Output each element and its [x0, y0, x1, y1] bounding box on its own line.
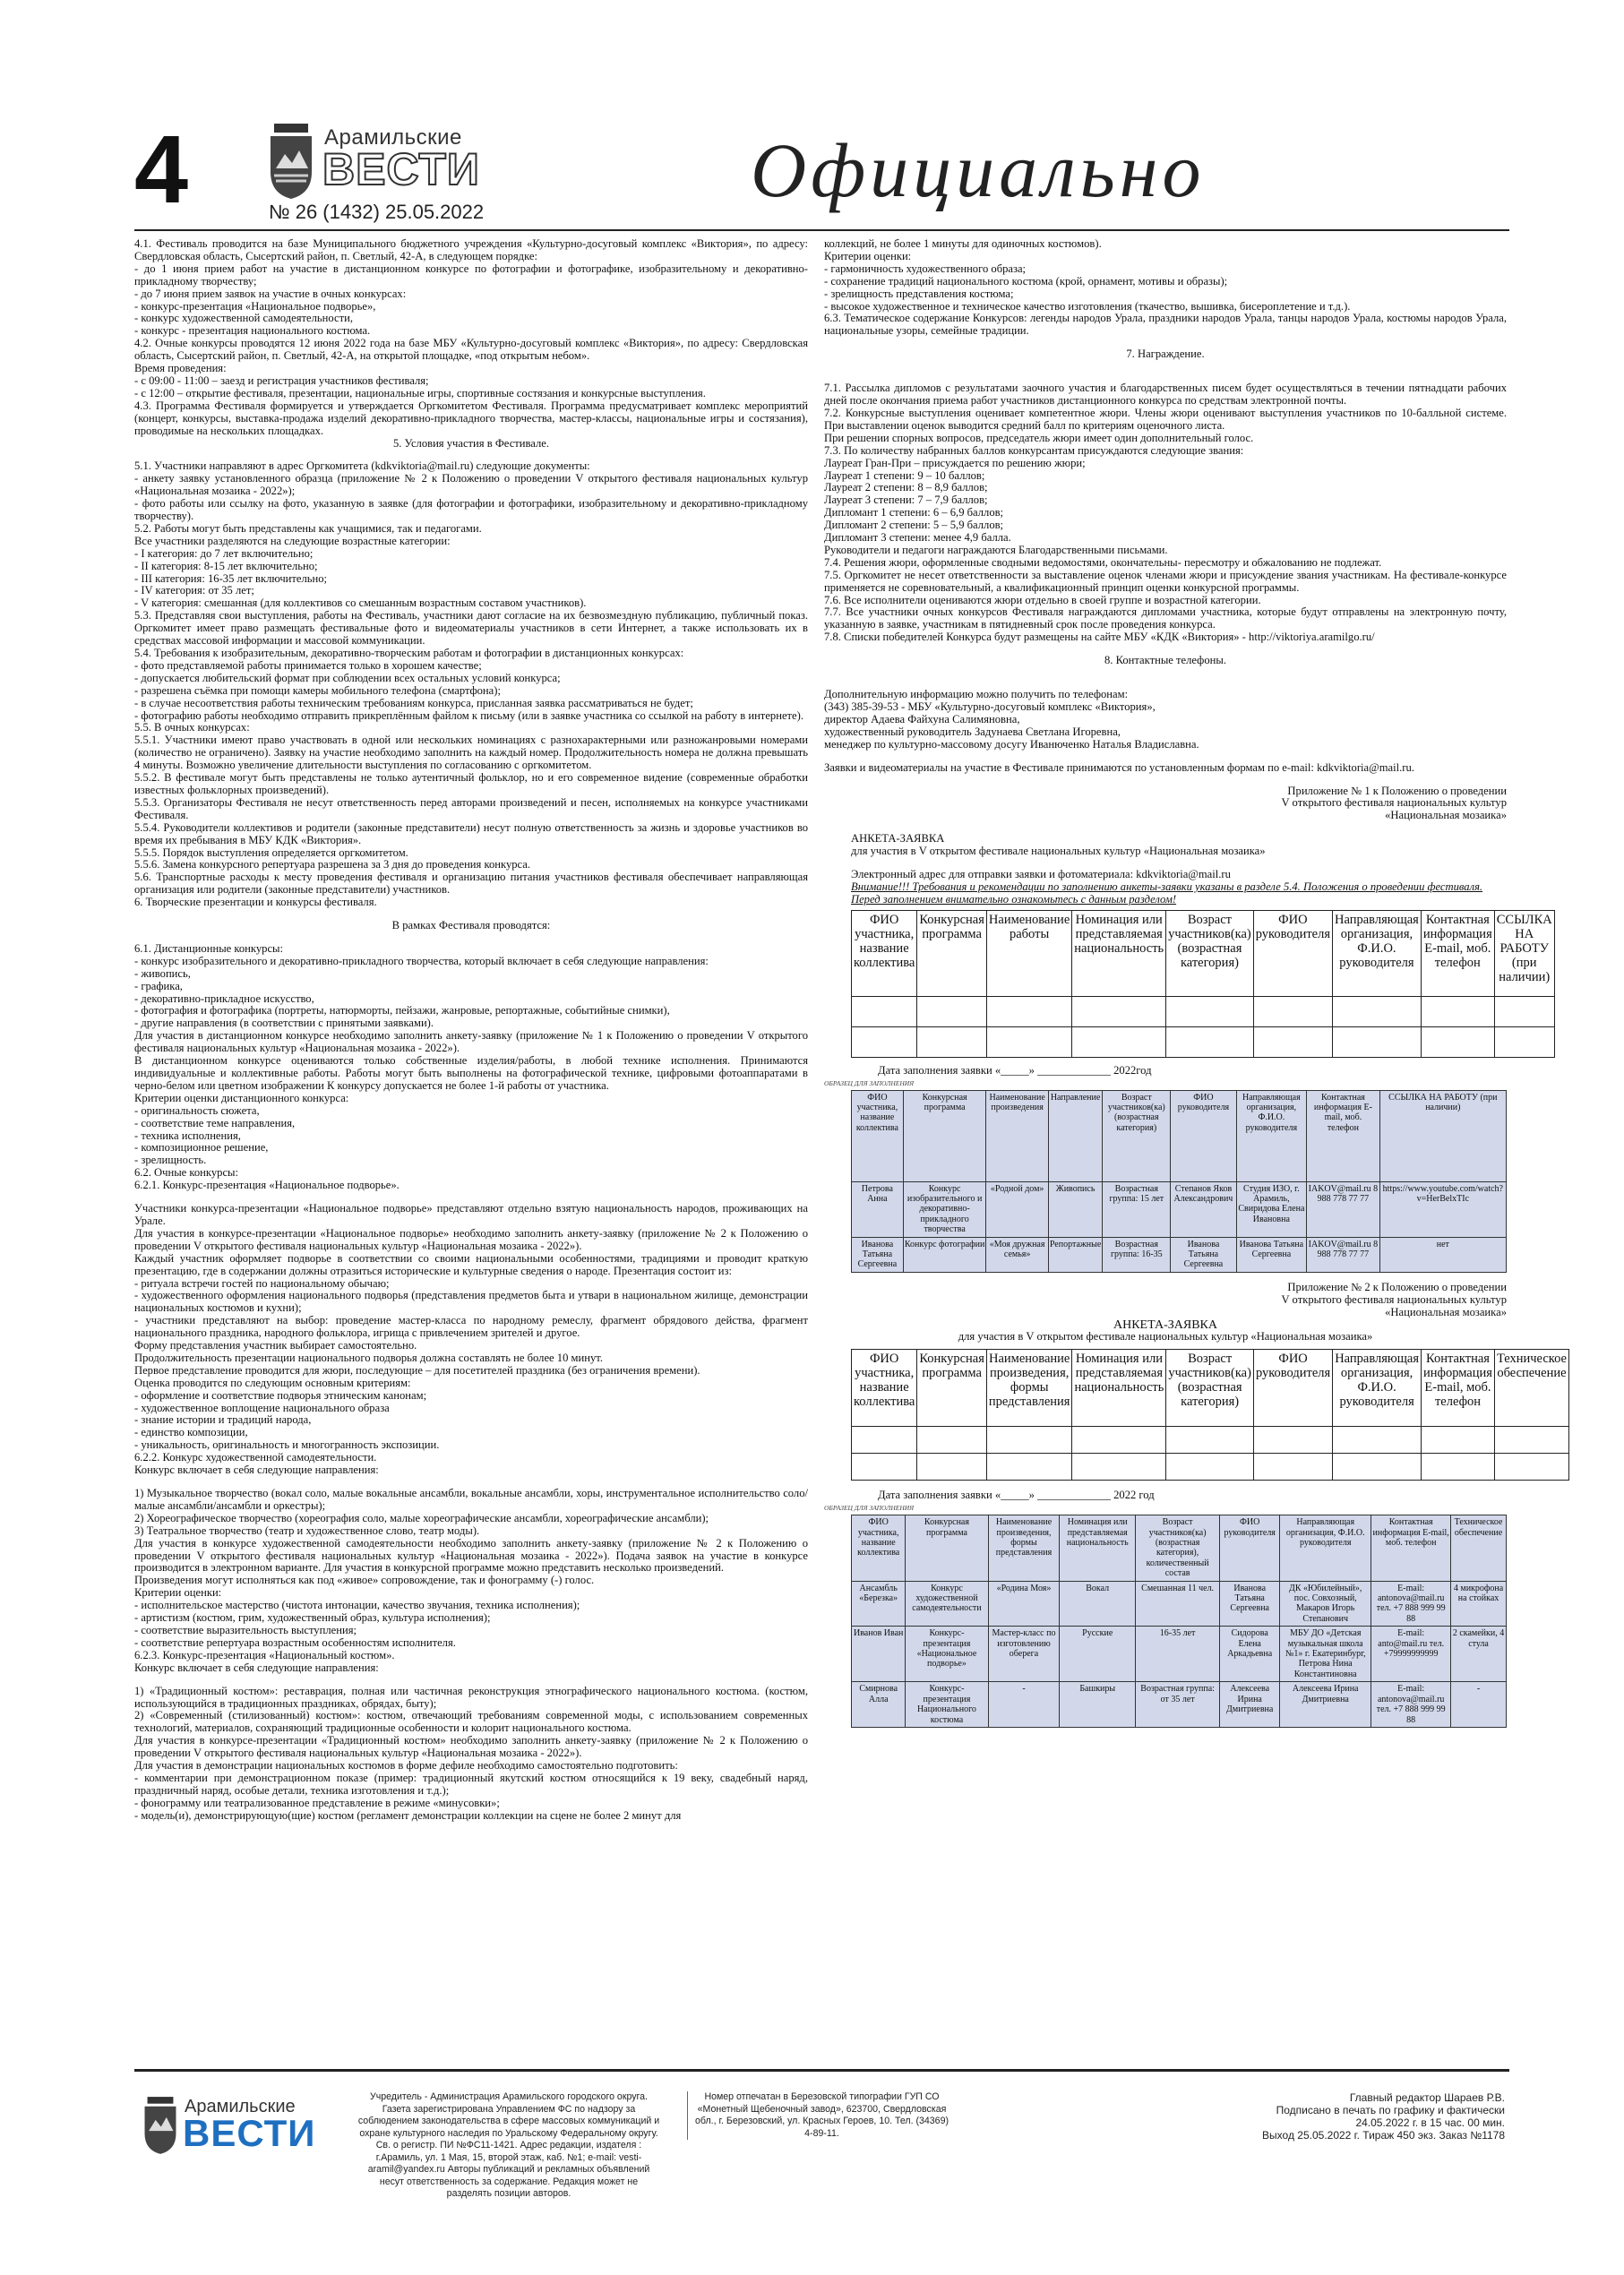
paragraph: - конкурс-презентация «Национальное подворье», [134, 299, 376, 313]
table-header: ФИО участника, название коллектива [852, 910, 917, 996]
sample-table-1 [851, 1090, 1507, 1273]
table-cell: Репортажные [1048, 1237, 1102, 1272]
paragraph: художественный руководитель Задунаева Светлана Игоревна, [824, 725, 1121, 738]
paragraph: - техника исполнения, [134, 1129, 241, 1142]
section-heading: 7. Награждение. [1126, 348, 1205, 361]
paragraph: - соответствие теме направления, [134, 1116, 296, 1129]
table-header: Контактная информация E-mail, моб. телефон [1422, 1350, 1495, 1427]
footer [134, 2069, 1509, 2199]
paragraph: 7.5. Оргкомитет не несет ответственности за выставление оценок членами жюри и присуждение звания участникам. На фестивале-конкурсе применяется не соревновательный, а квалификационный принцип оценки конкурсной программы. [824, 568, 1507, 594]
paragraph: 6.3. Тематическое содержание Конкурсов: легенды народов Урала, праздники народов Урала, танцы народов Урала, костюмы народов Урала, национальные узоры, семейные традиции. [824, 312, 1507, 338]
table-header: Конкурсная программа [917, 910, 987, 996]
paragraph: - модель(и), демонстрирующую(щие) костюм (регламент демонстрации коллекции на сцене не более 2 минут для [134, 1808, 682, 1822]
coat-of-arms-icon [269, 124, 314, 199]
table-header: Направляющая организация, Ф.И.О. руководителя [1236, 1090, 1307, 1181]
paragraph: - художественное воплощение национального образа [134, 1401, 390, 1414]
table-cell: E-mail: antonova@mail.ru тел. +7 888 999 99 88 [1371, 1682, 1451, 1728]
paragraph: Первое представление проводится для жюри, последующие – для посетителей праздника (без ограничения времени). [134, 1363, 700, 1377]
section-heading: 8. Контактные телефоны. [1104, 654, 1226, 667]
paragraph: Для участия в конкурсе-презентации «Национальное подворье» необходимо заполнить анкету-заявку (приложение № 2 к Положению о проведении V открытого фестиваля национальных культур «Национальная мозаика - 2022»). [134, 1226, 808, 1252]
table-cell: ДК «Юбилейный», пос. Совхозный, Макаров Игорь Степанович [1280, 1581, 1371, 1627]
paragraph: - комментарии при демонстрационном показе (пример: традиционный якутский костюм относящийся к 19 веку, свадебный наряд, праздничный наряд, особые детали, техника изготовления и т.д.); [134, 1771, 808, 1797]
table-header: Направление [1048, 1090, 1102, 1181]
appendix-note: Приложение № 2 к Положению о проведении [1287, 1280, 1507, 1293]
editor-line: Главный редактор Шараев Р.В. [1349, 2091, 1505, 2104]
paragraph: Форму представления участник выбирает самостоятельно. [134, 1339, 417, 1352]
paragraph: Руководители и педагоги награждаются Благодарственными письмами. [824, 543, 1168, 556]
paragraph: - единство композиции, [134, 1426, 248, 1439]
table-cell: Конкурс изобразительного и декоративно-прикладного творчества [903, 1181, 986, 1237]
paragraph: - участники представляют на выбор: проведение мастер-класса по народному ремеслу, фрагмент обрядового действа, фрагмент национального праздника, народного фольклора, игрища с привлечением зрителей и другое. [134, 1314, 808, 1340]
paragraph: 5.5.6. Замена конкурсного репертуара разрешена за 3 дня до проведения конкурса. [134, 858, 531, 871]
paragraph: 5.3. Представляя свои выступления, работы на Фестиваль, участники дают согласие на их безвозмездную публикацию, публичный показ. Оргкомитет имеет право размещать фестивальные фото и видеоматериалы участников в сети Интернет, а также использовать их в средствах массовой информации и массовой коммуникации. [134, 609, 808, 648]
paragraph: Лауреат 3 степени: 7 – 7,9 баллов; [824, 494, 988, 507]
table-cell: 2 скамейки, 4 стула [1451, 1627, 1507, 1682]
paragraph: - разрешена съёмка при помощи камеры мобильного телефона (смартфона); [134, 683, 501, 697]
publisher-info: Учредитель - Администрация Арамильского городского округа. Газета зарегистрирована Управлением ФС по надзору за соблюдением законодательства в сфере массовых коммуникаций и охране культурного наследия по Уральскому Федеральному округу. Св. о регистр. ПИ №ФС11-1421. Адрес редакции, издателя : г.Арамиль, ул. 1 Мая, 15, второй этаж, каб. №1; e-mail: vesti-aramil@yandex.ru Авторы публикаций и рекламных объявлений несут ответственность за содержание. Редакция может не разделять позиции авторов. [357, 2091, 660, 2199]
paragraph: 4.1. Фестиваль проводится на базе Муниципального бюджетного учреждения «Культурно-досуговый комплекс «Виктория», по адресу: Свердловская область, Сысертский район, п. Светлый, 42-А, в следующем порядке: [134, 237, 808, 262]
table-cell: Иванова Татьяна Сергеевна [1171, 1237, 1236, 1272]
date-line-2: Дата заполнения заявки «_____» _____________ 2022 год [878, 1489, 1155, 1502]
paragraph: Дипломант 2 степени: 5 – 5,9 баллов; [824, 519, 1004, 532]
table-header: ФИО участника, название коллектива [852, 1090, 904, 1181]
footer-logo-top: Арамильские [185, 2097, 296, 2116]
table-cell: 16-35 лет [1135, 1627, 1219, 1682]
appendix-note: V открытого фестиваля национальных культур [1281, 1292, 1507, 1306]
table-cell: 4 микрофона на стойках [1451, 1581, 1507, 1627]
paragraph: коллекций, не более 1 минуты для одиночных костюмов). [824, 237, 1102, 250]
paragraph: Для участия в конкурсе художественной самодеятельности необходимо заполнить анкету-заявку (приложение № 2 к Положению о проведении V открытого фестиваля национальных культур «Национальная мозаика - 2022»). Подача заявок на участие в конкурсе производится в электронном варианте. Для участия в конкурсной программе можно представить несколько произведений. [134, 1536, 808, 1575]
table-cell: Петрова Анна [852, 1181, 904, 1237]
table-cell: Живопись [1048, 1181, 1102, 1237]
paragraph: - уникальность, оригинальность и многогранность экспозиции. [134, 1438, 440, 1452]
right-column [824, 237, 1567, 2021]
page-number: 4 [134, 115, 189, 223]
table-header: ССЫЛКА НА РАБОТУ (при наличии) [1494, 910, 1554, 996]
table-header: ФИО участника, название коллектива [852, 1350, 917, 1427]
table-cell: Башкиры [1060, 1682, 1136, 1728]
paragraph: - другие направления (в соответствии с принятыми заявками). [134, 1017, 434, 1030]
paragraph: Для участия в дистанционном конкурсе необходимо заполнить анкету-заявку (приложение № 1 к Положению о проведении V открытого фестиваля национальных культур «Национальная мозаика - 2022»). [134, 1029, 808, 1055]
paragraph: - композиционное решение, [134, 1141, 269, 1155]
table-cell: Ансамбль «Березка» [852, 1581, 906, 1627]
paragraph: директор Адаева Файхуна Салимяновна, [824, 712, 1020, 725]
paragraph: Лауреат 1 степени: 9 – 10 баллов; [824, 468, 985, 482]
table-cell: «Родина Моя» [988, 1581, 1060, 1627]
table-header: Направляющая организация, Ф.И.О. руководителя [1280, 1515, 1371, 1581]
table-cell: Иванова Татьяна Сергеевна [852, 1237, 904, 1272]
paragraph: 4.2. Очные конкурсы проводятся 12 июня 2022 года на базе МБУ «Культурно-досуговый комплекс «Виктория», по адресу: Свердловская область, Сысертский район, п. Светлый, 42-А, на открытой площадке, «под открытым небом». [134, 337, 808, 363]
table-row [852, 1181, 1507, 1237]
header-divider [134, 229, 1509, 231]
form-subtitle: для участия в V открытом фестивале национальных культур «Национальная мозаика» [958, 1330, 1373, 1344]
paragraph: - фотография и фотографика (портреты, натюрморты, пейзажи, жанровые, репортажные, событийные снимки), [134, 1004, 670, 1017]
paragraph: 3) Театральное творчество (театр и художественное слово, театр моды). [134, 1524, 480, 1537]
table-cell: Возрастная группа: 16-35 [1103, 1237, 1171, 1272]
table-cell: IAKOV@mail.ru 8 988 778 77 77 [1307, 1181, 1380, 1237]
paragraph: Дополнительную информацию можно получить по телефонам: [824, 688, 1129, 701]
paragraph: - в случае несоответствия работы техническим требованиям конкурса, присланная заявка рассматриваться не будет; [134, 696, 693, 709]
paragraph: - ритуала встречи гостей по национальному обычаю; [134, 1276, 390, 1290]
table-header: Конкурсная программа [903, 1090, 986, 1181]
table-header: ССЫЛКА НА РАБОТУ (при наличии) [1379, 1090, 1506, 1181]
table-header: Номинация или представляемая национальность [1072, 910, 1166, 996]
paragraph: В дистанционном конкурсе оцениваются только собственные изделия/работы, в любой технике исполнения. Принимаются индивидуальные и коллективные работы. Работы могут быть выполнены на фотографической технике, цифровыми фотоаппаратами в черно-белом или цветном изображении К конкурсу допускается не более 1-й работы от участника. [134, 1054, 808, 1092]
table-cell: Алексеева Ирина Дмитриевна [1280, 1682, 1371, 1728]
form-table-2 [851, 1349, 1569, 1481]
paragraph: - зрелищность. [134, 1154, 207, 1167]
table-header: Конкурсная программа [917, 1350, 987, 1427]
date-line-1: Дата заполнения заявки «_____» _____________ 2022год [878, 1063, 1152, 1077]
editor-line: Подписано в печать по графику и фактически [1276, 2104, 1505, 2116]
paragraph: - гармоничность художественного образа; [824, 262, 1027, 275]
paragraph: - до 1 июня прием работ на участие в дистанционном конкурсе по фотографии и фотографике, изобразительному и декоративно-прикладному творчеству; [134, 262, 808, 288]
paragraph: - зрелищность представления костюма; [824, 287, 1014, 300]
table-cell: Мастер-класс по изготовлению оберега [988, 1627, 1060, 1682]
sample-label: ОБРАЗЕЦ ДЛЯ ЗАПОЛНЕНИЯ [824, 1504, 915, 1513]
paragraph: Критерии оценки: [134, 1586, 222, 1600]
table-header: Контактная информация E-mail, моб. телефон [1421, 910, 1494, 996]
table-header: ФИО руководителя [1171, 1090, 1236, 1181]
table-header: Наименование произведения, формы представления [988, 1515, 1060, 1581]
paragraph: 7.2. Конкурсные выступления оценивает компетентное жюри. Члены жюри оценивают выступления участников по 10-балльной системе. При выставлении оценок выводится средний балл по критериям оценочного листа. [824, 406, 1507, 432]
paragraph: 5.5.4. Руководители коллективов и родители (законные представители) несут полную ответственность за жизнь и здоровье участников во время их пребывания в МБУ КДК «Виктория». [134, 820, 808, 846]
paragraph: Для участия в демонстрации национальных костюмов в форме дефиле необходимо самостоятельно подготовить: [134, 1759, 678, 1773]
table-cell: Возрастная группа: от 35 лет [1135, 1682, 1219, 1728]
table-cell: Алексеева Ирина Дмитриевна [1220, 1682, 1280, 1728]
paragraph: 2) Хореографическое творчество (хореография соло, малые хореографические ансамбли, хореографические ансамбли); [134, 1511, 709, 1524]
table-header: Возраст участников(ка) (возрастная категория) [1103, 1090, 1171, 1181]
paragraph: 5.2. Работы могут быть представлены как учащимися, так и педагогами. [134, 521, 482, 535]
table-row [852, 1581, 1507, 1627]
table-cell: Иванова Татьяна Сергеевна [1236, 1237, 1307, 1272]
table-header: Конкурсная программа [906, 1515, 988, 1581]
form-subtitle: для участия в V открытом фестивале национальных культур «Национальная мозаика» [851, 845, 1266, 858]
issue-number: № 26 (1432) 25.05.2022 [269, 201, 485, 223]
paragraph: - исполнительское мастерство (чистота интонации, качество звучания, техника исполнения); [134, 1599, 580, 1612]
table-cell: E-mail: antonova@mail.ru тел. +7 888 999 99 88 [1371, 1581, 1451, 1627]
table-cell: «Моя дружная семья» [986, 1237, 1048, 1272]
appendix-note: «Национальная мозаика» [1385, 809, 1507, 822]
table-header: ФИО руководителя [1220, 1515, 1280, 1581]
paragraph: 7.1. Рассылка дипломов с результатами заочного участия и благодарственных писем будет осуществляться в течении пятнадцати рабочих дней после окончания приема работ участников дистанционного конкурса по средствам электронной почты. [824, 382, 1507, 408]
paragraph: - артистизм (костюм, грим, художественный образ, культура исполнения); [134, 1611, 491, 1625]
footer-logo-main: ВЕСТИ [183, 2112, 316, 2154]
table-row [852, 1237, 1507, 1272]
paragraph: - I категория: до 7 лет включительно; [134, 546, 314, 560]
paragraph: 6.1. Дистанционные конкурсы: [134, 941, 283, 955]
table-cell: «Родной дом» [986, 1181, 1048, 1237]
paragraph: 2) «Современный (стилизованный) костюм»: костюм, отвечающий требованиям современной моды, с использованием современных технологий, материалов, сохраняющий традиционные особенности и колорит национального костюма. [134, 1709, 808, 1735]
attention-note-2: Перед заполнением внимательно ознакомьтесь с данным разделом! [851, 892, 1177, 906]
paragraph: Произведения могут исполняться как под «живое» сопровождение, так и фонограмму (-) голос. [134, 1574, 595, 1587]
paragraph: 5.5.3. Организаторы Фестиваля не несут ответственность перед авторами произведений и песен, исполняемых на конкурсе участниками Фестиваля. [134, 795, 808, 821]
table-header: Номинация или представляемая национальность [1072, 1350, 1166, 1427]
table-header: Возраст участников(ка) (возрастная категория) [1166, 1350, 1254, 1427]
table-cell: нет [1379, 1237, 1506, 1272]
paragraph: (343) 385-39-53 - МБУ «Культурно-досуговый комплекс «Виктория», [824, 700, 1156, 713]
table-row [852, 1682, 1507, 1728]
table-header: Номинация или представляемая национальность [1060, 1515, 1136, 1581]
paragraph: Участники конкурса-презентации «Национальное подворье» представляют отдельно взятую национальность народов, проживающих на Урале. [134, 1202, 808, 1227]
paragraph: 4.3. Программа Фестиваля формируется и утверждается Оргкомитетом Фестиваля. Программа предусматривает комплекс мероприятий (концерт, конкурсы, выставка-продажа изделий декоративно-прикладного творчества, мастер-классы, национальные игры и состязания), проводимые на нескольких площадках. [134, 399, 808, 437]
paragraph: Критерии оценки дистанционного конкурса: [134, 1091, 349, 1104]
table-cell: Смирнова Алла [852, 1682, 906, 1728]
section-title: Официально [751, 127, 1206, 213]
table-header: Контактная информация E-mail, моб. телефон [1307, 1090, 1380, 1181]
paragraph: 6.2. Очные конкурсы: [134, 1166, 239, 1180]
table-header: Направляющая организация, Ф.И.О. руководителя [1333, 910, 1422, 996]
table-cell: IAKOV@mail.ru 8 988 778 77 77 [1307, 1237, 1380, 1272]
paragraph: При решении спорных вопросов, председатель жюри имеет один дополнительный голос. [824, 431, 1254, 444]
table-cell: - [988, 1682, 1060, 1728]
paragraph: 7.6. Все исполнители оцениваются жюри отдельно в своей группе и возрастной категории. [824, 593, 1261, 606]
form-title: АНКЕТА-ЗАЯВКА [851, 832, 945, 846]
section-heading: В рамках Фестиваля проводятся: [391, 919, 551, 932]
paragraph: Конкурс включает в себя следующие направления: [134, 1464, 379, 1477]
table-header: Направляющая организация, Ф.И.О. руководителя [1333, 1350, 1422, 1427]
table-cell: Возрастная группа: 15 лет [1103, 1181, 1171, 1237]
paragraph: - V категория: смешанная (для коллективов со смешанным возрастным составом участников). [134, 597, 587, 610]
editor-info [967, 2091, 1505, 2142]
paragraph: Критерии оценки: [824, 249, 912, 262]
paragraph: 5.5. В очных конкурсах: [134, 721, 250, 734]
table-header: Техническое обеспечение [1494, 1350, 1568, 1427]
paragraph: 5.6. Транспортные расходы к месту проведения фестиваля и организацию питания участников фестиваля обеспечивает направляющая организация или родители (законные представители) участников. [134, 871, 808, 897]
editor-line: Выход 25.05.2022 г. Тираж 450 экз. Заказ №1178 [1262, 2129, 1505, 2142]
paragraph: - оформление и соответствие подворья этническим канонам; [134, 1388, 427, 1402]
paragraph: - III категория: 16-35 лет включительно; [134, 571, 328, 585]
table-row [852, 1627, 1507, 1682]
paragraph: 6. Творческие презентации и конкурсы фестиваля. [134, 896, 377, 909]
paragraph: - фото представляемой работы принимается только в хорошем качестве; [134, 658, 482, 672]
paragraph: 6.2.3. Конкурс-презентация «Национальный костюм». [134, 1648, 395, 1661]
table-header: Возраст участников(ка) (возрастная категория), количественный состав [1135, 1515, 1219, 1581]
table-cell: Степанов Яков Александрович [1171, 1181, 1236, 1237]
logo-main-text: ВЕСТИ [322, 144, 480, 194]
appendix-note: V открытого фестиваля национальных культур [1281, 796, 1507, 810]
paragraph: 7.8. Списки победителей Конкурса будут размещены на сайте МБУ «КДК «Виктория» - http://viktoriya.aramilgo.ru/ [824, 631, 1375, 644]
logo-top-text: Арамильские [324, 125, 462, 150]
paragraph: менеджер по культурно-массовому досугу Иванюченко Наталья Владиславна. [824, 737, 1199, 751]
coat-of-arms-icon [143, 2097, 177, 2154]
table-cell: Конкурс фотографии [903, 1237, 986, 1272]
sample-table-2 [851, 1515, 1507, 1728]
table-cell: Конкурс художественной самодеятельности [906, 1581, 988, 1627]
printer-info: Номер отпечатан в Березовской типографии ГУП СО «Монетный Щебеночный завод», 623700, Свердловская обл., г. Березовский, ул. Красных Героев, 10. Тел. (34369) 4-89-11. [687, 2091, 952, 2140]
paragraph: Лауреат 2 степени: 8 – 8,9 баллов; [824, 481, 988, 494]
paragraph: Лауреат Гран-При – присуждается по решению жюри; [824, 456, 1086, 469]
paragraph: - знание истории и традиций народа, [134, 1413, 312, 1427]
paragraph: - графика, [134, 979, 183, 992]
paragraph: Конкурс включает в себя следующие направления: [134, 1661, 379, 1674]
paragraph: - соответствие репертуара возрастным особенностям исполнителя. [134, 1635, 456, 1649]
form-title: АНКЕТА-ЗАЯВКА [1113, 1318, 1217, 1332]
paragraph: 5.4. Требования к изобразительным, декоративно-творческим работам и фотографии в дистанционных конкурсах: [134, 647, 684, 659]
paragraph: 7.3. По количеству набранных баллов конкурсантам присуждаются следующие звания: [824, 443, 1244, 457]
paragraph: - фотографию работы необходимо отправить прикреплённым файлом к письму (или в заявке участника со ссылкой на работу в интернете). [134, 708, 803, 722]
paragraph: Дипломант 3 степени: менее 4,9 балла. [824, 531, 1011, 545]
paragraph: - соответствие выразительность выступления; [134, 1623, 357, 1636]
paragraph: - анкету заявку установленного образца (приложение № 2 к Положению о проведении V открытого фестиваля национальных культур «Национальная мозаика - 2022»); [134, 472, 808, 498]
paragraph: 7.7. Все участники очных конкурсов Фестиваля награждаются дипломами участника, которые будут отправлены на электронную почту, указанную в заявке, участникам в пятидневный срок после проведения конкурса. [824, 605, 1507, 631]
paragraph: - IV категория: от 35 лет; [134, 584, 254, 597]
paragraph: Продолжительность презентации национального подворья должна составлять не более 10 минут. [134, 1351, 603, 1364]
table-cell: Сидорова Елена Аркадьевна [1220, 1627, 1280, 1682]
table-header: Контактная информация E-mail, моб. телефон [1371, 1515, 1451, 1581]
table-header: ФИО участника, название коллектива [852, 1515, 906, 1581]
paragraph: - оригинальность сюжета, [134, 1103, 260, 1117]
paragraph: - с 12:00 – открытие фестиваля, презентации, национальные игры, спортивные состязания и конкурсные выступления. [134, 386, 706, 399]
paragraph: 5.5.2. В фестивале могут быть представлены не только аутентичный фольклор, но и его современное видение (современные обработки известных фольклорных произведений). [134, 771, 808, 796]
paragraph: 1) Музыкальное творчество (вокал соло, малые вокальные ансамбли, вокальные ансамбли, хоры, инструментальное исполнительство соло/малые ансамбли/ансамбли и оркестры); [134, 1487, 808, 1512]
editor-line: 24.05.2022 г. в 15 час. 00 мин. [1355, 2116, 1505, 2129]
table-cell: Иванова Татьяна Сергеевна [1220, 1581, 1280, 1627]
table-cell: Русские [1060, 1627, 1136, 1682]
table-header: ФИО руководителя [1253, 1350, 1332, 1427]
attention-note: Внимание!!! Требования и рекомендации по заполнению анкеты-заявки указаны в разделе 5.4. Положения о проведении фестиваля. [851, 880, 1483, 893]
appendix-note: Приложение № 1 к Положению о проведении [1287, 784, 1507, 797]
table-cell: Иванов Иван [852, 1627, 906, 1682]
paragraph: 6.2.1. Конкурс-презентация «Национальное подворье». [134, 1179, 400, 1192]
form-table-1 [851, 910, 1555, 1058]
sample-label: ОБРАЗЕЦ ДЛЯ ЗАПОЛНЕНИЯ [824, 1078, 915, 1087]
paragraph: - фонограмму или театрализованное представление в режиме «минусовки»; [134, 1796, 500, 1809]
paragraph: 1) «Традиционный костюм»: реставрация, полная или частичная реконструкция этнографического национального костюма. (костюм, использующийся в традиционных праздниках, обрядах, быту); [134, 1684, 808, 1710]
paragraph: - до 7 июня прием заявок на участие в очных конкурсах: [134, 287, 407, 300]
section-heading: 5. Условия участия в Фестивале. [392, 436, 550, 450]
paragraph: Заявки и видеоматериалы на участие в Фестивале принимаются по установленным формам по e-mail: kdkviktoria@mail.ru. [824, 760, 1414, 774]
table-header: Наименование работы [986, 910, 1071, 996]
table-cell: Конкурс-презентация «Национальное подворье» [906, 1627, 988, 1682]
table-cell: E-mail: anto@mail.ru тел. +79999999999 [1371, 1627, 1451, 1682]
table-header: Возраст участников(ка) (возрастная категория) [1166, 910, 1254, 996]
email-line: Электронный адрес для отправки заявки и фотоматериала: kdkviktoria@mail.ru [851, 868, 1231, 881]
paragraph: Каждый участник оформляет подворье в соответствии со своими национальными особенностями, традициями и проводит краткую презентацию, где в содержании должны отразиться исторические и культурные сведения о народе. Презентация состоит из: [134, 1251, 808, 1277]
paragraph: 5.5.5. Порядок выступления определяется оргкомитетом. [134, 846, 408, 859]
paragraph: 6.2.2. Конкурс художественной самодеятельности. [134, 1451, 377, 1464]
table-header: Наименование произведения, формы представления [986, 1350, 1072, 1427]
table-cell: - [1451, 1682, 1507, 1728]
paragraph: Дипломант 1 степени: 6 – 6,9 баллов; [824, 506, 1004, 519]
paragraph: - живопись, [134, 966, 191, 980]
paragraph: - конкурс - презентация национального костюма. [134, 324, 371, 338]
paragraph: Все участники разделяются на следующие возрастные категории: [134, 534, 451, 547]
paragraph: - сохранение традиций национального костюма (крой, орнамент, мотивы и образы); [824, 274, 1228, 288]
left-column [134, 238, 808, 2021]
appendix-note: «Национальная мозаика» [1385, 1305, 1507, 1318]
table-header: Техническое обеспечение [1451, 1515, 1507, 1581]
paragraph: 5.5.1. Участники имеют право участвовать в одной или нескольких номинациях с разнохарактерными или разножанровыми номерами (количество не ограничено). Заявку на участие необходимо заполнить на каждый номер. Продолжительность номера не должна превышать 4 минуты. Возможно увеличение длительности выступления по согласованию с оргкомитетом. [134, 734, 808, 772]
table-cell: Вокал [1060, 1581, 1136, 1627]
table-cell: https://www.youtube.com/watch?v=HerBelxTIc [1379, 1181, 1506, 1237]
paragraph: - декоративно-прикладное искусство, [134, 992, 314, 1005]
paragraph: - II категория: 8-15 лет включительно; [134, 559, 318, 572]
paragraph: Для участия в конкурсе-презентации «Традиционный костюм» необходимо заполнить анкету-заявку (приложение № 2 к Положению о проведении V открытого фестиваля национальных культур «Национальная мозаика - 2022»). [134, 1734, 808, 1760]
table-header: Наименование произведения [986, 1090, 1048, 1181]
table-cell: Смешанная 11 чел. [1135, 1581, 1219, 1627]
table-header: ФИО руководителя [1253, 910, 1332, 996]
paragraph: 7.4. Решения жюри, оформленные сводными ведомостями, окончательны- пересмотру и обжалованию не подлежат. [824, 555, 1382, 569]
paragraph: Время проведения: [134, 362, 227, 375]
paragraph: 5.1. Участники направляют в адрес Оргкомитета (kdkviktoria@mail.ru) следующие документы: [134, 459, 590, 473]
paragraph: - допускается любительский формат при соблюдении всех остальных условий конкурса; [134, 671, 561, 684]
footer-logo [143, 2097, 354, 2159]
table-cell: МБУ ДО «Детская музыкальная школа №1» г. Екатеринбург, Петрова Нина Константиновна [1280, 1627, 1371, 1682]
paragraph: - с 09:00 - 11:00 – заезд и регистрация участников фестиваля; [134, 373, 429, 387]
paragraph: - высокое художественное и техническое качество изготовления (ткачество, вышивка, бисероплетение и т.д.). [824, 299, 1351, 313]
paragraph: - фото работы или ссылку на фото, указанную в заявке (для фотографии и фотографики, изобразительному и декоративно-прикладному творчеству). [134, 497, 808, 523]
paragraph: - конкурс изобразительного и декоративно-прикладного творчества, который включает в себя следующие направления: [134, 954, 709, 967]
table-cell: Конкурс-презентация Национального костюма [906, 1682, 988, 1728]
paragraph: - художественного оформления национального подворья (представления предметов быта и утвари в национальном жилище, демонстрации национальных костюмов и кухни); [134, 1289, 808, 1315]
table-cell: Студия ИЗО, г. Арамиль, Свиридова Елена Ивановна [1236, 1181, 1307, 1237]
paragraph: Оценка проводится по следующим основным критериям: [134, 1376, 411, 1389]
paragraph: - конкурс художественной самодеятельности, [134, 312, 353, 325]
